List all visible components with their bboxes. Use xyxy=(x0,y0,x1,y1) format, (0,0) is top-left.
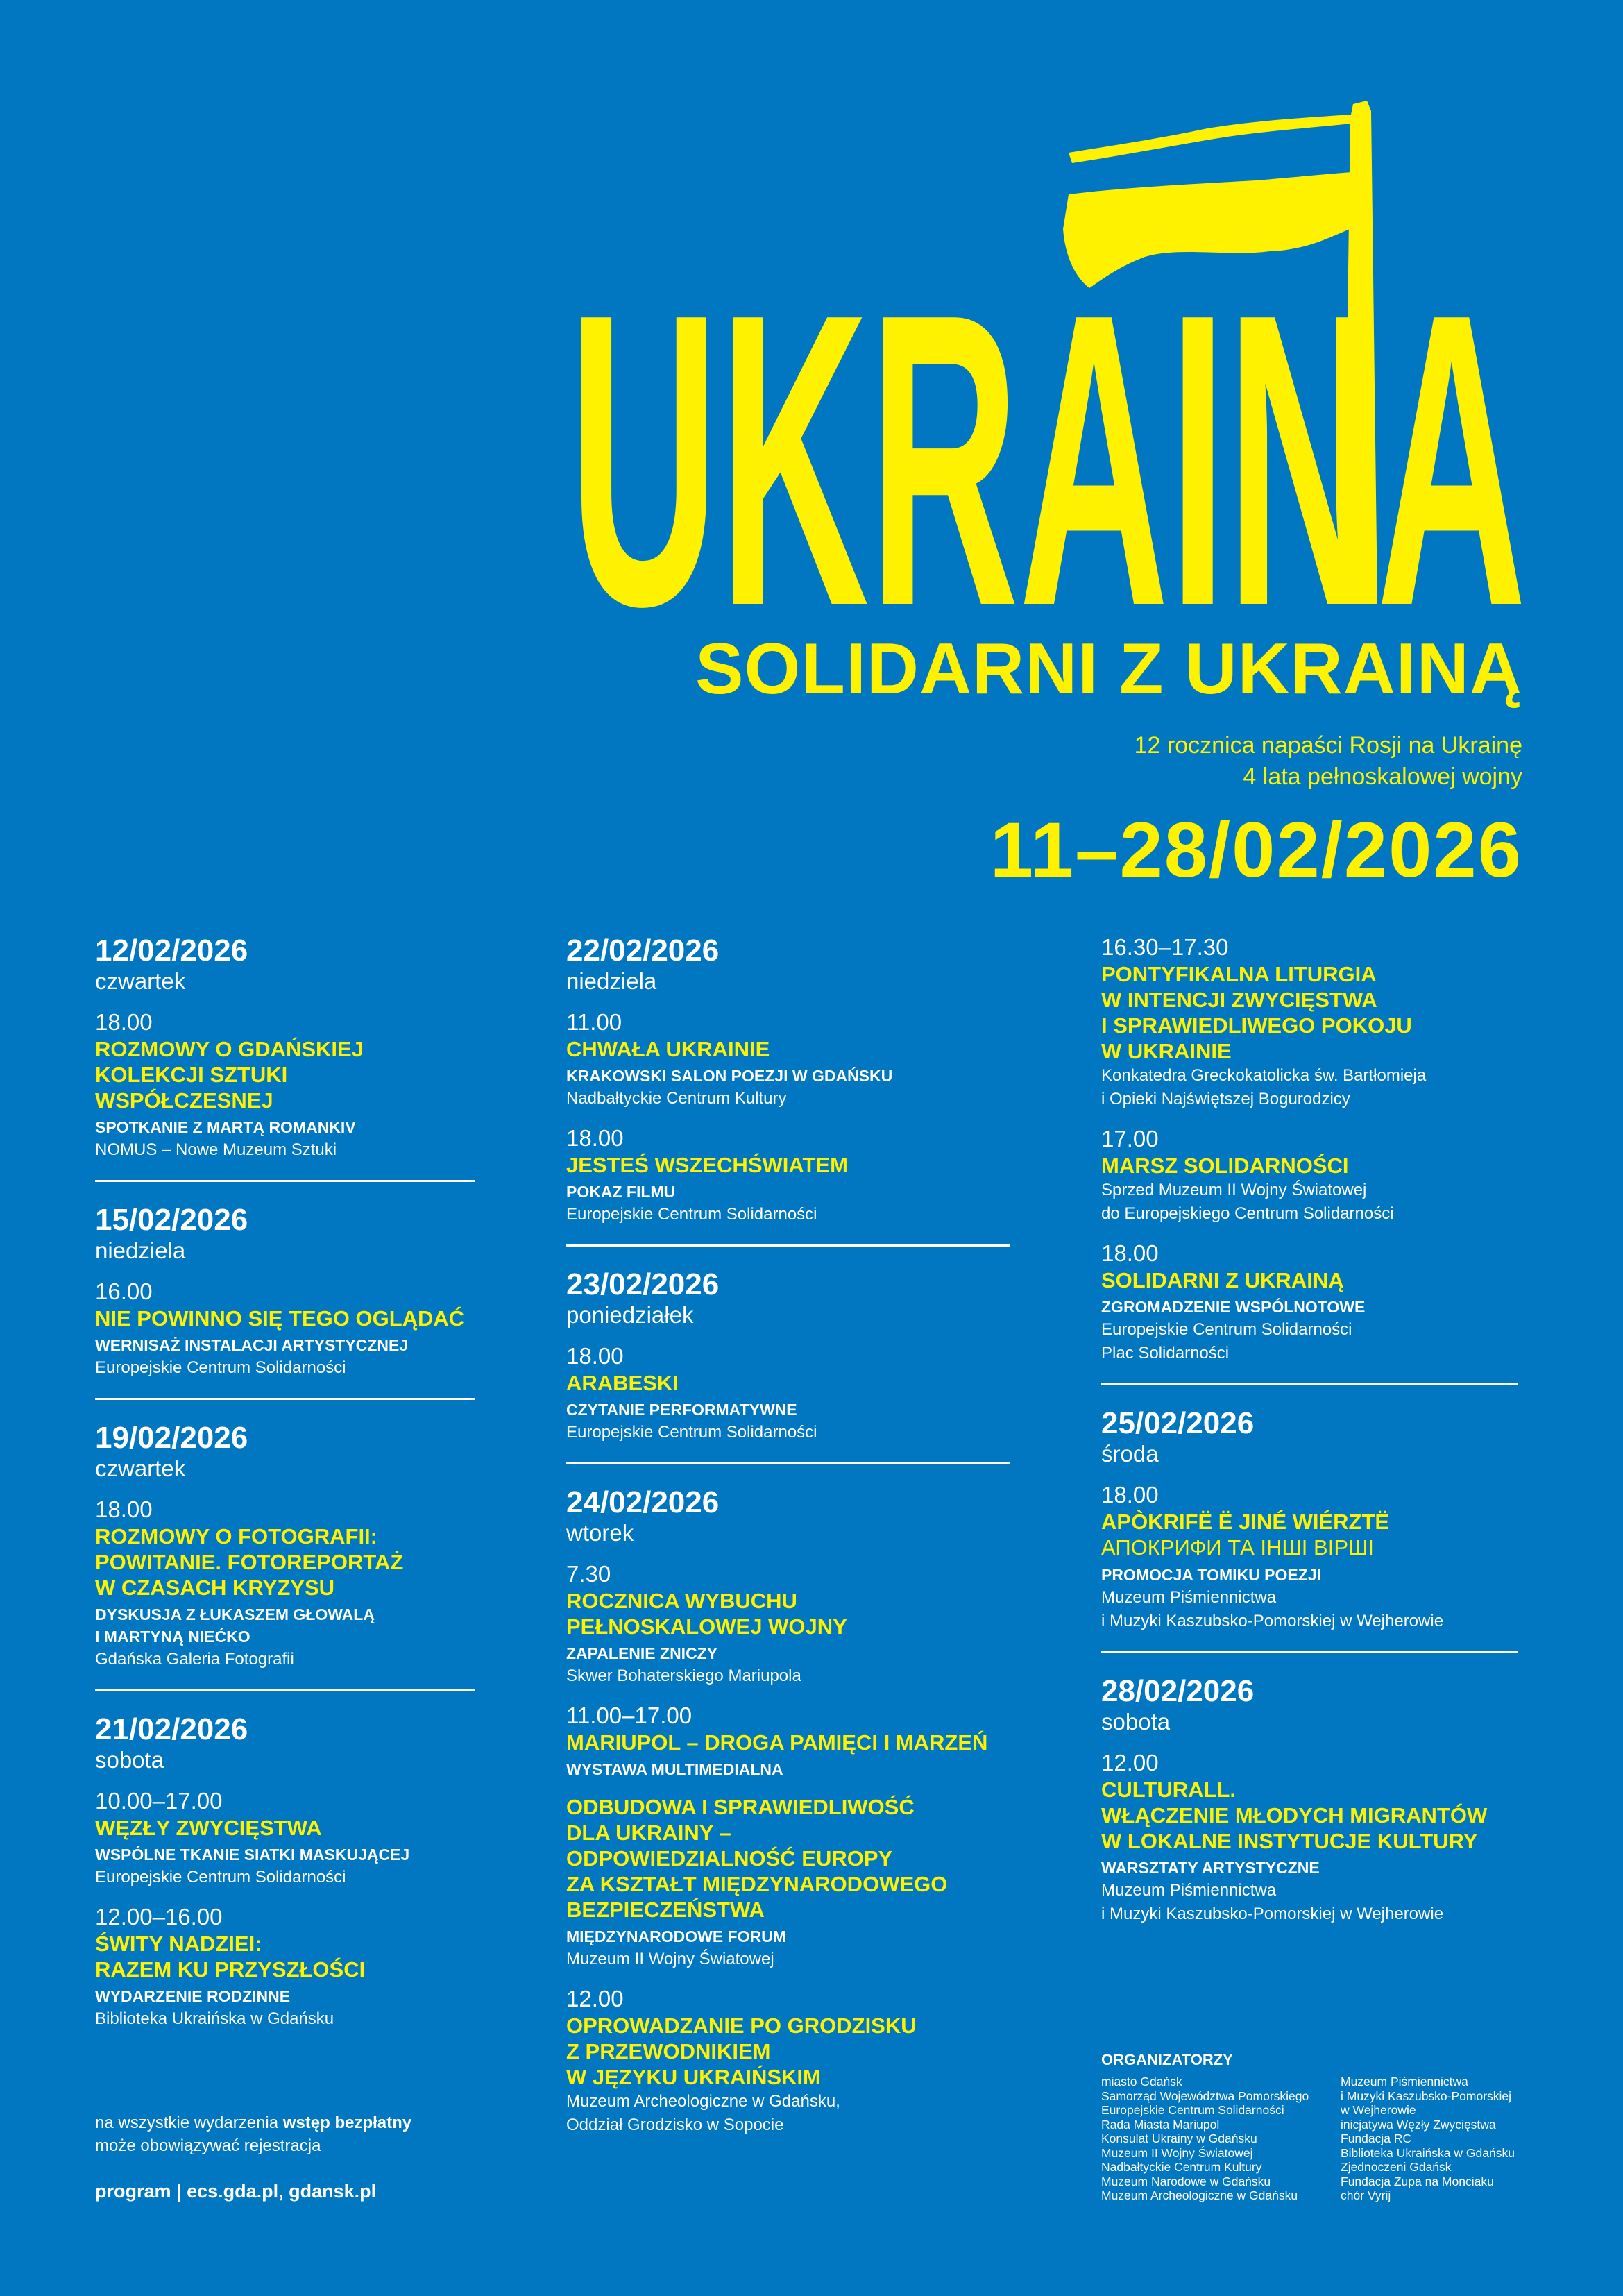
date-range: 11–28/02/2026 xyxy=(989,807,1522,893)
event-time: 12.00 xyxy=(1101,1750,1159,1775)
event-title: ODBUDOWA I SPRAWIEDLIWOŚĆ DLA UKRAINY – ODPOWIEDZIALNOŚĆ EUROPY ZA KSZTAŁT MIĘDZYNARODOWEGO BEZPIECZEŃSTWA xyxy=(566,1795,948,1922)
organizer-name: i Muzyki Kaszubsko-Pomorskiej xyxy=(1341,2088,1512,2103)
main-title: SOLIDARNI Z UKRAINĄ xyxy=(695,629,1522,709)
event-venue: Skwer Bohaterskiego Mariupola xyxy=(566,1666,801,1685)
event-venue: Europejskie Centrum Solidarności xyxy=(95,1358,346,1377)
organizer-name: Nadbałtyckie Centrum Kultury xyxy=(1101,2160,1262,2174)
event-venue: Europejskie Centrum Solidarności xyxy=(95,1868,346,1886)
event-venue: NOMUS – Nowe Muzeum Sztuki xyxy=(95,1140,337,1159)
event-type: KRAKOWSKI SALON POEZJI W GDAŃSKU xyxy=(566,1067,893,1085)
day-weekday: czwartek xyxy=(95,1455,186,1481)
event-title: ŚWITY NADZIEI: RAZEM KU PRZYSZŁOŚCI xyxy=(95,1932,366,1982)
organizer-name: Muzeum Narodowe w Gdańsku xyxy=(1101,2174,1271,2188)
ukraina-logo xyxy=(569,90,1540,632)
logo-text: UKRAINA xyxy=(569,228,1527,632)
event-time: 12.00–16.00 xyxy=(95,1904,223,1930)
event-item xyxy=(566,1560,1010,1688)
event-item xyxy=(1101,1240,1518,1365)
event-title: CULTURALL. WŁĄCZENIE MŁODYCH MIGRANTÓW W LOKALNE INSTYTUCJE KULTURY xyxy=(1101,1778,1488,1853)
event-item xyxy=(566,1342,1010,1444)
event-title: ARABESKI xyxy=(566,1371,679,1395)
event-venue: Europejskie Centrum Solidarności xyxy=(566,1205,817,1224)
organizer-name: Europejskie Centrum Solidarności xyxy=(1101,2103,1284,2117)
day-block xyxy=(95,934,475,1182)
organizers xyxy=(1101,2051,1531,2203)
note-bold: wstęp bezpłatny xyxy=(282,2113,412,2132)
event-type: MIĘDZYNARODOWE FORUM xyxy=(566,1927,786,1945)
event-time: 18.00 xyxy=(1101,1482,1159,1508)
event-venue: Nadbałtyckie Centrum Kultury xyxy=(566,1089,787,1108)
event-type: DYSKUSJA Z ŁUKASZEM GŁOWALĄ I MARTYNĄ NIEĆKO xyxy=(95,1605,375,1646)
organizer-name: Muzeum II Wojny Światowej xyxy=(1101,2145,1253,2160)
event-time: 7.30 xyxy=(566,1561,611,1587)
event-venue: Gdańska Galeria Fotografii xyxy=(95,1650,294,1669)
subtitle-anniversary: 12 rocznica napaści Rosji na Ukrainę xyxy=(1134,732,1522,759)
event-type: PROMOCJA TOMIKU POEZJI xyxy=(1101,1566,1321,1584)
day-date: 12/02/2026 xyxy=(95,934,248,968)
event-type: WARSZTATY ARTYSTYCZNE xyxy=(1101,1859,1320,1877)
event-item xyxy=(566,1008,1010,1111)
organizer-name: Muzeum Piśmiennictwa xyxy=(1341,2075,1468,2088)
day-weekday: środa xyxy=(1101,1441,1159,1467)
event-title: ROCZNICA WYBUCHU PEŁNOSKALOWEJ WOJNY xyxy=(566,1589,847,1639)
event-title: NIE POWINNO SIĘ TEGO OGLĄDAĆ xyxy=(95,1306,465,1331)
organizer-name: chór Vyrij xyxy=(1341,2188,1391,2202)
day-block xyxy=(566,1485,1010,2155)
event-time: 16.30–17.30 xyxy=(1101,934,1229,960)
event-item xyxy=(95,1278,475,1380)
day-weekday: czwartek xyxy=(95,968,186,994)
day-date: 15/02/2026 xyxy=(95,1203,248,1237)
day-block xyxy=(1101,934,1518,1385)
day-block xyxy=(1101,1406,1518,1653)
event-item xyxy=(1101,934,1518,1111)
program-column-1 xyxy=(95,934,475,2070)
event-venue: Muzeum Piśmiennictwa i Muzyki Kaszubsko-Pomorskiej w Wejherowie xyxy=(1101,1588,1444,1630)
event-venue: Europejskie Centrum Solidarności Plac Solidarności xyxy=(1101,1320,1352,1362)
event-item xyxy=(566,1985,1010,2137)
organizer-name: Fundacja RC xyxy=(1341,2132,1412,2145)
event-type: CZYTANIE PERFORMATYWNE xyxy=(566,1401,797,1419)
event-title: PONTYFIKALNA LITURGIA W INTENCJI ZWYCIĘSTWA I SPRAWIEDLIWEGO POKOJU W UKRAINIE xyxy=(1101,962,1412,1063)
organizer-name: Samorząd Województwa Pomorskiego xyxy=(1101,2088,1309,2103)
event-venue: Biblioteka Ukraińska w Gdańsku xyxy=(95,2009,334,2028)
note-registration: może obowiązywać rejestracja xyxy=(95,2136,321,2155)
event-type: WYSTAWA MULTIMEDIALNA xyxy=(566,1760,783,1778)
day-block xyxy=(95,1203,475,1400)
day-weekday: poniedziałek xyxy=(566,1302,694,1328)
free-entry-note xyxy=(95,2111,411,2157)
organizer-name: Konsulat Ukrainy w Gdańsku xyxy=(1101,2132,1257,2145)
event-time: 11.00–17.00 xyxy=(566,1703,692,1728)
event-item xyxy=(1101,1481,1518,1633)
event-time: 18.00 xyxy=(1101,1240,1159,1266)
organizer-name: Zjednoczeni Gdańsk xyxy=(1341,2160,1452,2174)
event-title: OPROWADZANIE PO GRODZISKU Z PRZEWODNIKIEM W JĘZYKU UKRAIŃSKIM xyxy=(566,2014,917,2089)
event-title: APÒKRIFË Ë JINÉ WIÉRZTË xyxy=(1101,1510,1390,1534)
organizers-list-1 xyxy=(1101,2075,1341,2203)
day-weekday: niedziela xyxy=(95,1238,186,1263)
day-weekday: wtorek xyxy=(566,1520,634,1546)
event-item xyxy=(1101,1749,1518,1926)
event-title: ROZMOWY O GDAŃSKIEJ KOLEKCJI SZTUKI WSPÓŁCZESNEJ xyxy=(95,1037,364,1113)
event-venue: Muzeum Archeologiczne w Gdańsku, Oddział Grodzisko w Sopocie xyxy=(566,2092,840,2134)
event-type: ZAPALENIE ZNICZY xyxy=(566,1644,718,1662)
event-title: SOLIDARNI Z UKRAINĄ xyxy=(1101,1268,1344,1292)
event-venue: Muzeum II Wojny Światowej xyxy=(566,1950,774,1968)
event-type: ZGROMADZENIE WSPÓLNOTOWE xyxy=(1101,1298,1366,1316)
event-title: MARIUPOL – DROGA PAMIĘCI I MARZEŃ xyxy=(566,1730,988,1755)
event-venue: Europejskie Centrum Solidarności xyxy=(566,1423,817,1442)
event-item xyxy=(566,1702,1010,1780)
organizer-name: Fundacja Zupa na Monciaku xyxy=(1341,2174,1494,2188)
day-date: 23/02/2026 xyxy=(566,1267,720,1301)
day-block xyxy=(95,1712,475,2049)
event-time: 17.00 xyxy=(1101,1126,1159,1151)
subtitle-war-years: 4 lata pełnoskalowej wojny xyxy=(1243,763,1522,790)
day-block xyxy=(1101,1674,1518,1944)
organizers-list-2 xyxy=(1341,2075,1515,2203)
event-time: 16.00 xyxy=(95,1278,153,1304)
event-time: 18.00 xyxy=(566,1343,624,1369)
event-type: WSPÓLNE TKANIE SIATKI MASKUJĄCEJ xyxy=(95,1846,410,1864)
program-column-3 xyxy=(1101,934,1518,1965)
day-date: 22/02/2026 xyxy=(566,934,720,968)
program-column-2 xyxy=(566,934,1010,2176)
day-block xyxy=(95,1421,475,1691)
event-time: 10.00–17.00 xyxy=(95,1788,223,1814)
event-time: 12.00 xyxy=(566,1986,624,2011)
day-weekday: sobota xyxy=(1101,1709,1171,1734)
event-title: ROZMOWY O FOTOGRAFII: POWITANIE. FOTOREPORTAŻ W CZASACH KRYZYSU xyxy=(95,1524,404,1600)
event-type: POKAZ FILMU xyxy=(566,1183,676,1201)
event-venue: Muzeum Piśmiennictwa i Muzyki Kaszubsko-Pomorskiej w Wejherowie xyxy=(1101,1881,1444,1923)
event-venue: Konkatedra Greckokatolicka św. Bartłomieja i Opieki Najświętszej Bogurodzicy xyxy=(1101,1066,1427,1108)
day-date: 25/02/2026 xyxy=(1101,1406,1255,1440)
organizer-name: inicjatywa Węzły Zwycięstwa xyxy=(1341,2117,1496,2132)
day-block xyxy=(566,934,1010,1247)
event-time: 18.00 xyxy=(566,1125,624,1151)
event-item xyxy=(95,1496,475,1671)
day-date: 28/02/2026 xyxy=(1101,1674,1255,1708)
event-item xyxy=(1101,1125,1518,1226)
event-title: WĘZŁY ZWYCIĘSTWA xyxy=(95,1816,322,1840)
event-type: WYDARZENIE RODZINNE xyxy=(95,1987,291,2005)
event-time: 11.00 xyxy=(566,1009,622,1035)
day-weekday: niedziela xyxy=(566,968,657,994)
organizer-name: Biblioteka Ukraińska w Gdańsku xyxy=(1341,2145,1515,2160)
event-time: 18.00 xyxy=(95,1496,153,1522)
day-weekday: sobota xyxy=(95,1747,164,1773)
event-item xyxy=(566,1124,1010,1226)
event-venue: Sprzed Muzeum II Wojny Światowej do Europejskiego Centrum Solidarności xyxy=(1101,1181,1394,1223)
day-date: 19/02/2026 xyxy=(95,1421,248,1455)
event-title: JESTEŚ WSZECHŚWIATEM xyxy=(566,1153,848,1177)
program-links: program | ecs.gda.pl, gdansk.pl xyxy=(95,2181,377,2202)
organizer-name: Rada Miasta Mariupol xyxy=(1101,2117,1220,2132)
flag-icon xyxy=(1069,115,1352,163)
organizer-name: miasto Gdańsk xyxy=(1101,2075,1182,2088)
event-time: 18.00 xyxy=(95,1009,153,1035)
organizer-name: w Wejherowie xyxy=(1341,2103,1416,2117)
day-block xyxy=(566,1267,1010,1464)
day-date: 24/02/2026 xyxy=(566,1485,720,1519)
event-item xyxy=(95,1787,475,1889)
event-item xyxy=(566,1794,1010,1971)
organizer-name: Muzeum Archeologiczne w Gdańsku xyxy=(1101,2188,1298,2202)
event-type: WERNISAŻ INSTALACJI ARTYSTYCZNEJ xyxy=(95,1336,409,1354)
note-text: na wszystkie wydarzenia xyxy=(95,2113,283,2132)
organizers-heading: ORGANIZATORZY xyxy=(1101,2051,1233,2068)
event-title-ukrainian: АПОКРИФИ ТА ІНШІ ВІРШІ xyxy=(1101,1535,1375,1560)
event-title: CHWAŁA UKRAINIE xyxy=(566,1037,770,1061)
event-type: SPOTKANIE Z MARTĄ ROMANKIV xyxy=(95,1118,356,1136)
event-item xyxy=(95,1008,475,1162)
event-item xyxy=(95,1903,475,2031)
event-title: MARSZ SOLIDARNOŚCI xyxy=(1101,1154,1349,1178)
day-date: 21/02/2026 xyxy=(95,1712,248,1746)
